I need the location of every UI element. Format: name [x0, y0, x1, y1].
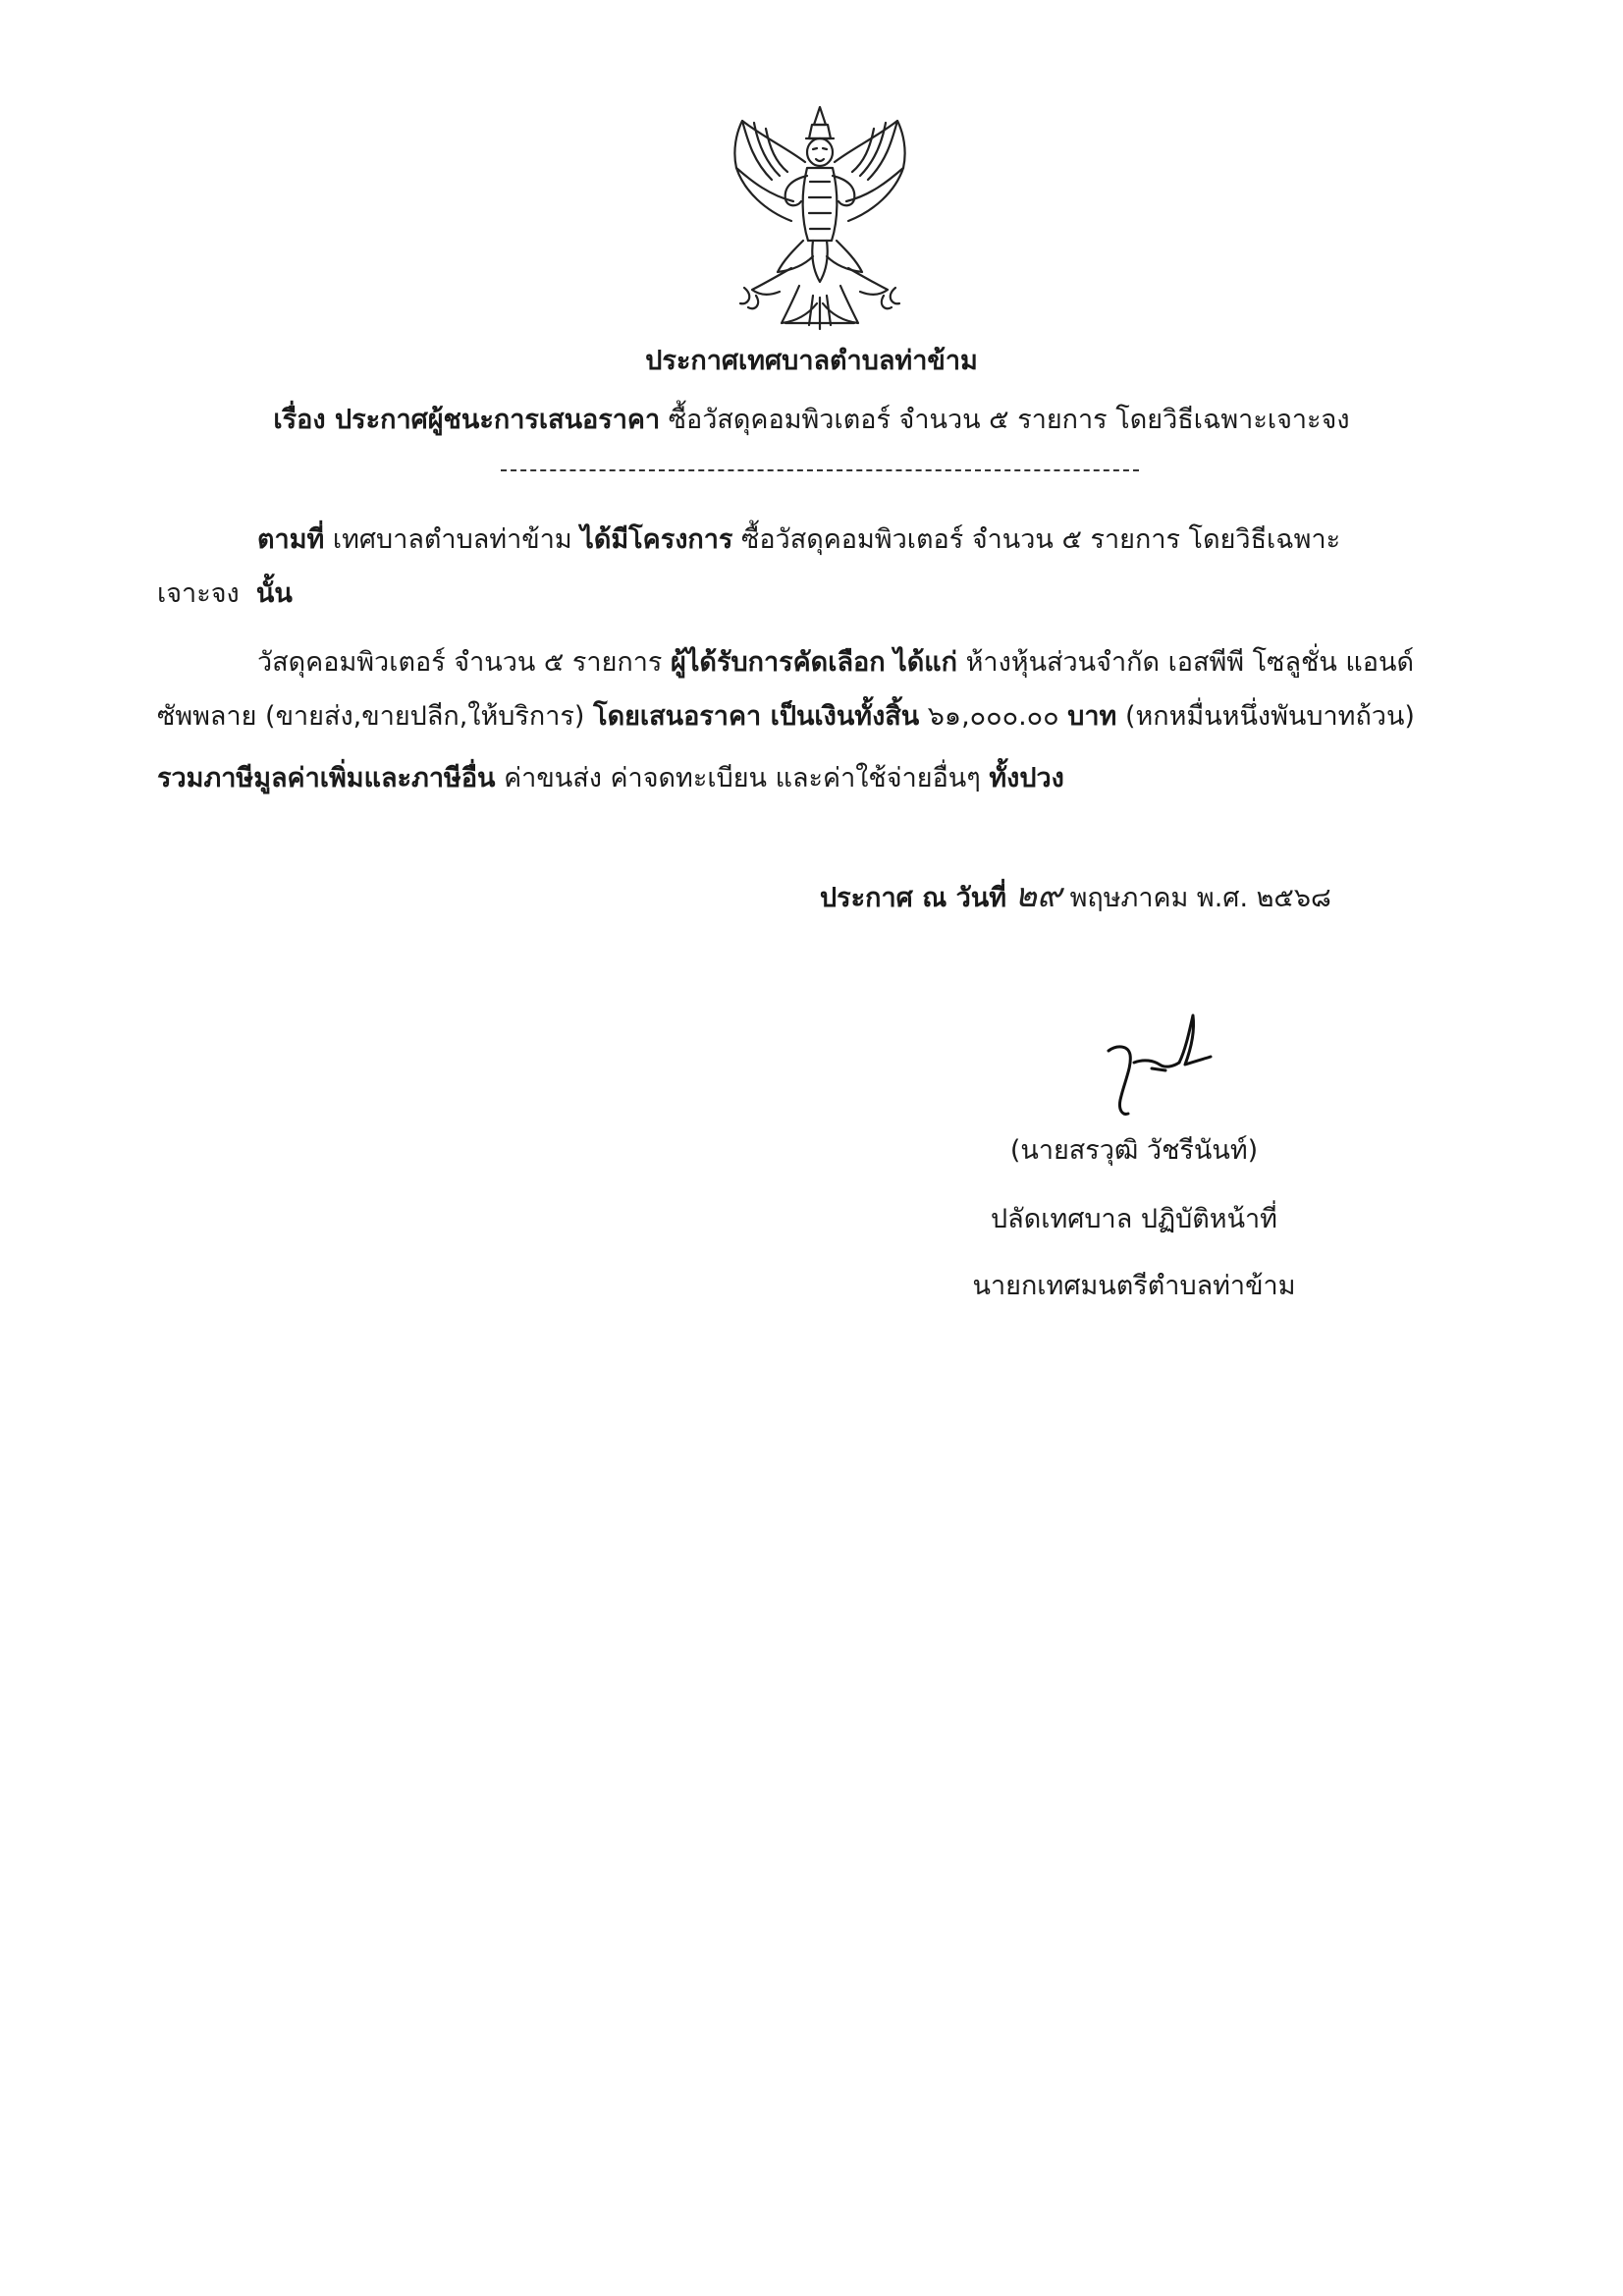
p3-vat: รวมภาษีมูลค่าเพิ่มและภาษีอื่น — [157, 763, 496, 793]
announcement-title: ประกาศเทศบาลตำบลท่าข้าม — [645, 346, 978, 376]
signatory-position-2: นายกเทศมนตรีตำบลท่าข้าม — [972, 1271, 1296, 1301]
p2-words: (หกหมื่นหนึ่งพันบาทถ้วน) — [1124, 701, 1415, 732]
garuda-emblem — [715, 103, 926, 334]
handwritten-signature — [1095, 1011, 1222, 1120]
signatory-position-1: ปลัดเทศบาล ปฏิบัติหน้าที่ — [991, 1204, 1277, 1234]
p1-project: ซื้อวัสดุคอมพิวเตอร์ จำนวน ๕ รายการ โดยวิธีเฉพาะ — [741, 524, 1341, 555]
p1-org: เทศบาลตำบลท่าข้าม — [332, 524, 572, 555]
p2-amount: ๖๑,๐๐๐.๐๐ — [927, 701, 1059, 732]
paragraph-1-line-2 — [157, 574, 293, 614]
p3-all: ทั้งปวง — [989, 763, 1064, 793]
subject-text: ซื้อวัสดุคอมพิวเตอร์ จำนวน ๕ รายการ โดยวิธีเฉพาะเจาะจง — [668, 405, 1350, 435]
p2-offer: โดยเสนอราคา เป็นเงินทั้งสิ้น — [593, 701, 920, 732]
p1-end: นั้น — [255, 578, 293, 609]
p2-item: วัสดุคอมพิวเตอร์ จำนวน ๕ รายการ — [257, 647, 663, 678]
p2-baht: บาท — [1067, 701, 1117, 732]
date-month-year: พฤษภาคม พ.ศ. ๒๕๖๘ — [1069, 883, 1331, 913]
p2-selected: ผู้ได้รับการคัดเลือก — [671, 647, 886, 678]
subject-prefix: เรื่อง ประกาศผู้ชนะการเสนอราคา — [273, 405, 661, 435]
p1-lead: ตามที่ — [257, 524, 325, 555]
paragraph-3 — [157, 759, 1064, 798]
separator-line — [501, 469, 1139, 471]
p1-has-project: ได้มีโครงการ — [580, 524, 733, 555]
date-day-handwritten: ๒๙ — [1014, 876, 1061, 915]
signatory-name: (นายสรวุฒิ วัชรีนันท์) — [1009, 1135, 1259, 1166]
announcement-subject — [0, 401, 1623, 440]
p2-is: ได้แก่ — [893, 647, 958, 678]
p2-company-cont: ซัพพลาย (ขายส่ง,ขายปลีก,ให้บริการ) — [157, 701, 585, 732]
paragraph-1-line-1 — [257, 520, 1340, 560]
p1-cont: เจาะจง — [157, 578, 240, 609]
p2-company: ห้างหุ้นส่วนจำกัด เอสพีพี โซลูชั่น แอนด์ — [965, 647, 1415, 678]
date-label: ประกาศ ณ วันที่ — [820, 883, 1007, 913]
paragraph-2-line-1 — [257, 643, 1414, 683]
paragraph-2-line-2 — [157, 697, 1415, 737]
p3-rest: ค่าขนส่ง ค่าจดทะเบียน และค่าใช้จ่ายอื่นๆ — [504, 763, 981, 793]
announcement-date — [820, 876, 1331, 918]
